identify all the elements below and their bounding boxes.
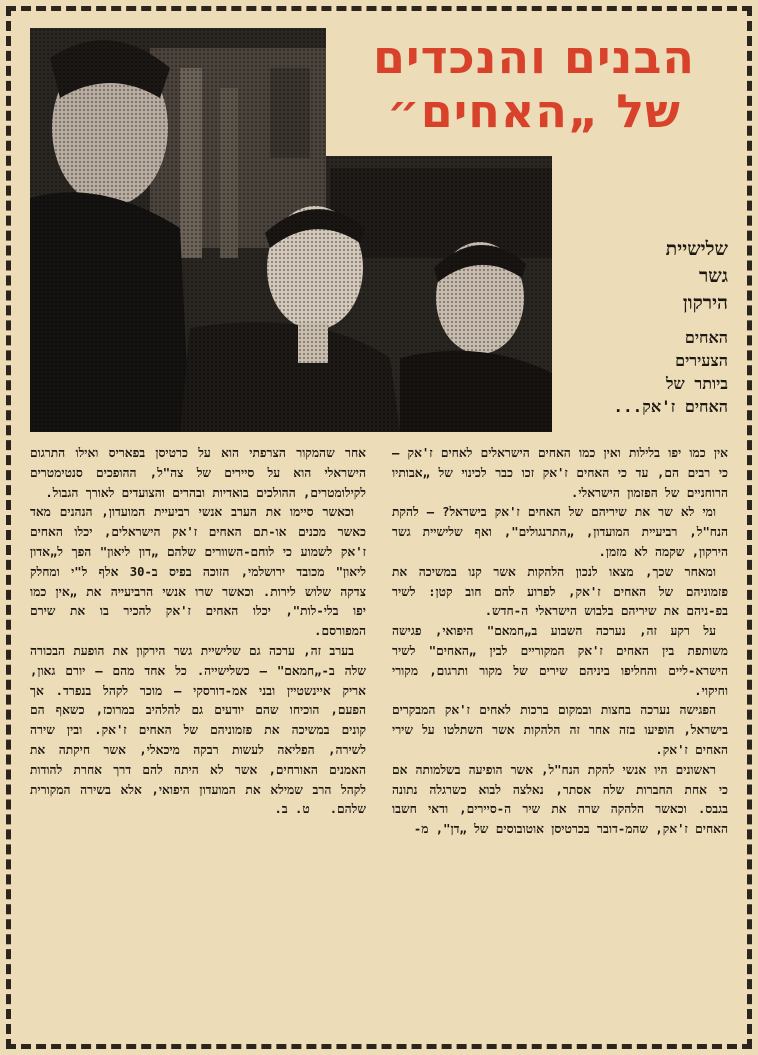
article-column-left xyxy=(30,444,366,1034)
paragraph: על רקע זה, נערכה השבוע ב„חמאם" היפואי, פגישה משותפת בין האחים ז'אק המקוריים לבין „האחים" לשיר הישרא-ליים והחליפו ביניהם שירים של מקור ותרגום, מקורי וחיקוי. xyxy=(392,624,728,698)
paragraph: וכאשר סיימו את הערב אנשי רביעיית המועדון, הנהנים מאד כאשר מכנים או-תם האחים ז'אק הישראלים, יכלו האחים ז'אק לשמוע כי לוחם-השוורים שלהם „דון ליאון" הפך ל„אדון ליאון" מכובד ירושלמי, הזוכה בפיס ב-30 אלף ל"י ומחלק צדקה שלוש לירות. וכאשר שרו אנשי הרביעייה את „אין כמו יפו בלי-לות", יכלו האחים ז'אק להכיר בו את שירם המפורסם. xyxy=(30,505,366,639)
paragraph: ומי לא שר את שיריהם של האחים ז'אק בישראל? — להקת הנח"ל, רביעיית המועדון, „התרנגולים", ואף שלישיית גשר הירקון, שקמה לא מזמן. xyxy=(392,505,728,559)
paragraph: ראשונים היו אנשי להקת הנח"ל, אשר הופיעה בשלמותה אם כי אחת החברות שלה אסתר, נאלצה לבוא כשרגלה נתונה בגבס. וכאשר הלהקה שרה את שיר ה-סיירים, ודאי חשבו האחים ז'אק, שהמ-דובר בכרטיסן אוטובוסים של „דן", מ- xyxy=(392,762,728,837)
photo-caption xyxy=(568,326,728,418)
paragraph: הפגישה נערכה בחצות ובמקום ברכות לאחים ז'אק המבקרים בישראל, הופיעו בזה אחר זה הלהקות אשר השתלטו על שירי האחים ז'אק. xyxy=(392,703,728,757)
article-headline xyxy=(344,30,724,138)
paragraph xyxy=(30,642,366,820)
paragraph: אחר שהמקור הצרפתי הוא על כרטיסן בפאריס ואילו התרגום הישראלי הוא על סיירים של צה"ל, ההופכים סנטימטרים לקילומטרים, ההולכים בואדיות ובהרים והצועדים לאורך הגבול. xyxy=(30,446,366,500)
subhead-line-3: הירקון xyxy=(682,292,728,314)
paragraph-text: בערב זה, ערכה גם שלישיית גשר הירקון את הופעת הבכורה שלה ב-„חמאם" — כשלישייה. כל אחד מהם — יורם גאון, אריק איינשטיין ובני אמ-דורסקי — מוכר לקהל בנפרד. אך הפעם, הוכיחו שהם יודעים גם להלהיב במרוכז, כשאף הם קונים במשיכה את פזמוניהם של האחים ז'אק. ובין שירה לשירה, הפליאה לעשות רבקה מיכאלי, אשר חיקתה את האמנים האורחים, אשר לא היתה להם דרך אחרת להודות לקהל הרב שמילא את המועדון היפואי, אלא בשירה המקורית שלהם. xyxy=(30,643,366,817)
author-signature: ט. ב. xyxy=(274,802,310,817)
caption-line-3: ביותר של xyxy=(665,374,728,393)
paragraph: ומאחר שכך, מצאו לנכון הלהקות אשר קנו במשיכה את פזמוניהם של האחים ז'אק, לפרוע להם חוב קטן: לשיר בפ-ניהם את שיריהם בלבוש הישראלי ה-חדש. xyxy=(392,564,728,619)
caption-line-2: הצעירים xyxy=(675,351,728,370)
paragraph: אין כמו יפו בלילות ואין כמו האחים הישראלים לאחים ז'אק — כי רבים הם, עד כי האחים ז'אק זכו כבר לכינוי של „אבותיו הרוחניים של הפזמון הישראלי. xyxy=(392,446,728,500)
subhead-line-2: גשר xyxy=(698,265,728,287)
caption-line-1: האחים xyxy=(684,328,728,347)
article-column-right xyxy=(392,444,728,1034)
headline-line-1: הבנים והנכדים xyxy=(373,30,695,84)
photo-subhead xyxy=(568,236,728,317)
caption-line-4: האחים ז'אק... xyxy=(613,397,728,416)
subhead-line-1: שלישיית xyxy=(665,238,728,260)
headline-line-2: של „האחים״ xyxy=(387,84,681,138)
